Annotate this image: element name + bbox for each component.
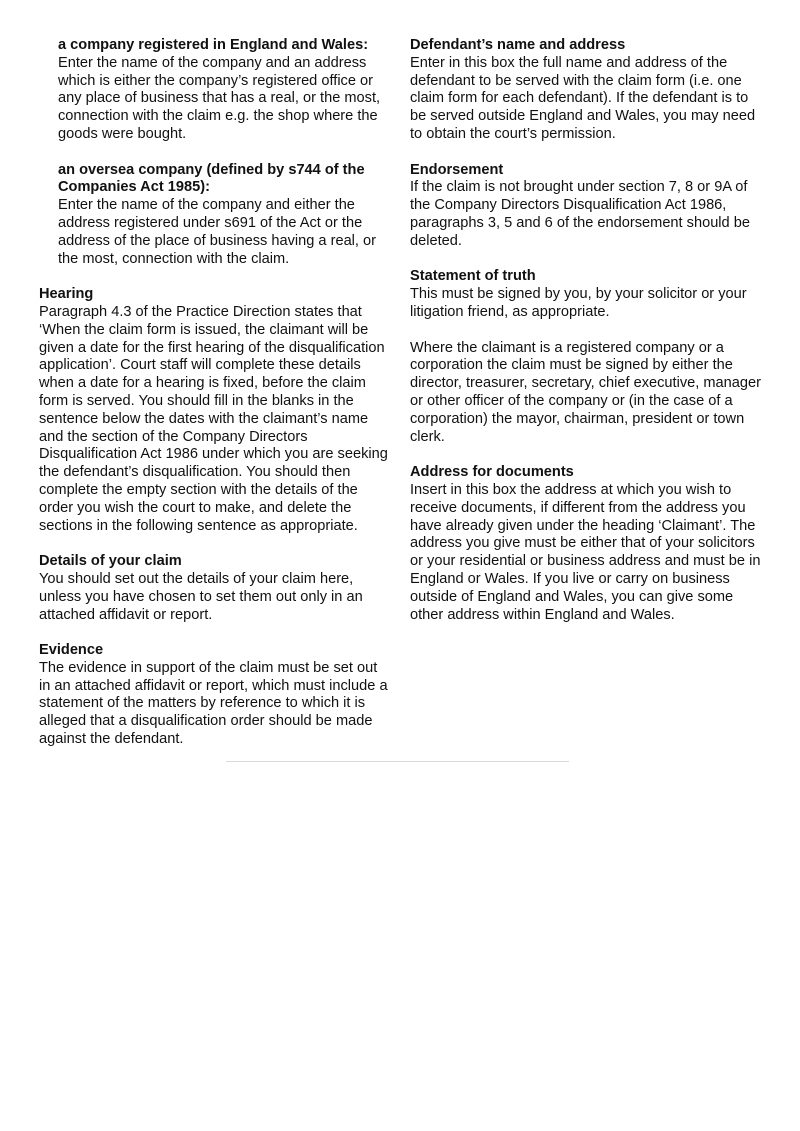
- defendant-text: Enter in this box the full name and address of the defendant to be served with the claim form (i.e. one claim form for each defendant). If the defendant is to be served outside England and Wales, you may need to obtain the court’s permission.: [410, 54, 756, 142]
- hearing-section: [39, 286, 391, 535]
- hearing-heading: Hearing: [39, 286, 94, 303]
- left-column: [39, 37, 391, 767]
- oversea-company-text: Enter the name of the company and either the address registered under s691 of the Act or the address of the place of business having a real, or the most, connection with the claim.: [58, 197, 377, 267]
- bottom-divider: [226, 761, 569, 762]
- details-heading: Details of your claim: [39, 553, 182, 570]
- company-registered-text: Enter the name of the company and an address which is either the company’s registered office or any place of business that has a real, or the most, connection with the claim e.g. the shop where the goods were bought.: [58, 54, 381, 142]
- oversea-company-section: [39, 162, 391, 269]
- endorsement-text: If the claim is not brought under section 7, 8 or 9A of the Company Directors Disqualification Act 1986, paragraphs 3, 5 and 6 of the endorsement should be deleted.: [410, 179, 750, 249]
- address-for-documents-text: Insert in this box the address at which you wish to receive documents, if different from the address you have already given under the heading ‘Claimant’. The address you give must be either that of your solicitors or your residential or business address and must be in England or Wales. If you live or carry on business outside of England and Wales, you can give some other address within England and Wales.: [410, 481, 761, 623]
- oversea-company-heading: an oversea company (defined by s744 of the Companies Act 1985):: [58, 161, 365, 196]
- statement-of-truth-heading: Statement of truth: [410, 268, 536, 285]
- company-registered-section: [39, 37, 391, 144]
- defendant-section: [410, 37, 765, 144]
- statement-of-truth-section: [410, 268, 765, 446]
- endorsement-section: [410, 162, 765, 251]
- hearing-text: Paragraph 4.3 of the Practice Direction states that ‘When the claim form is issued, the claimant will be given a date for the first hearing of the disqualification application’. Court staff will complete these details when a date for a hearing is fixed, before the claim form is served. You should fill in the blanks in the sentence below the dates with the claimant’s name and the section of the Company Directors Disqualification Act 1986 under which you are seeking the defendant’s disqualification. You should then complete the empty section with the details of the order you wish the court to make, and delete the sections in the following sentence as appropriate.: [39, 303, 388, 534]
- endorsement-heading: Endorsement: [410, 161, 504, 178]
- statement-of-truth-text-2: Where the claimant is a registered company or a corporation the claim must be signed by either the director, treasurer, secretary, chief executive, manager or other officer of the company or (in the case of a corporation) the mayor, chairman, president or town clerk.: [410, 339, 761, 445]
- right-column: [410, 37, 765, 642]
- evidence-section: [39, 642, 391, 749]
- address-for-documents-section: [410, 464, 765, 624]
- address-for-documents-heading: Address for documents: [410, 464, 574, 481]
- company-registered-heading: a company registered in England and Wales:: [58, 37, 369, 53]
- statement-of-truth-text-1: This must be signed by you, by your solicitor or your litigation friend, as appropriate.: [410, 286, 747, 320]
- evidence-text: The evidence in support of the claim must be set out in an attached affidavit or report, which must include a statement of the matters by reference to which it is alleged that a disqualification order should be made against the defendant.: [39, 659, 388, 748]
- details-section: [39, 553, 391, 624]
- defendant-heading: Defendant’s name and address: [410, 37, 626, 53]
- details-text: You should set out the details of your claim here, unless you have chosen to set them out only in an attached affidavit or report.: [39, 570, 363, 623]
- evidence-heading: Evidence: [39, 642, 104, 659]
